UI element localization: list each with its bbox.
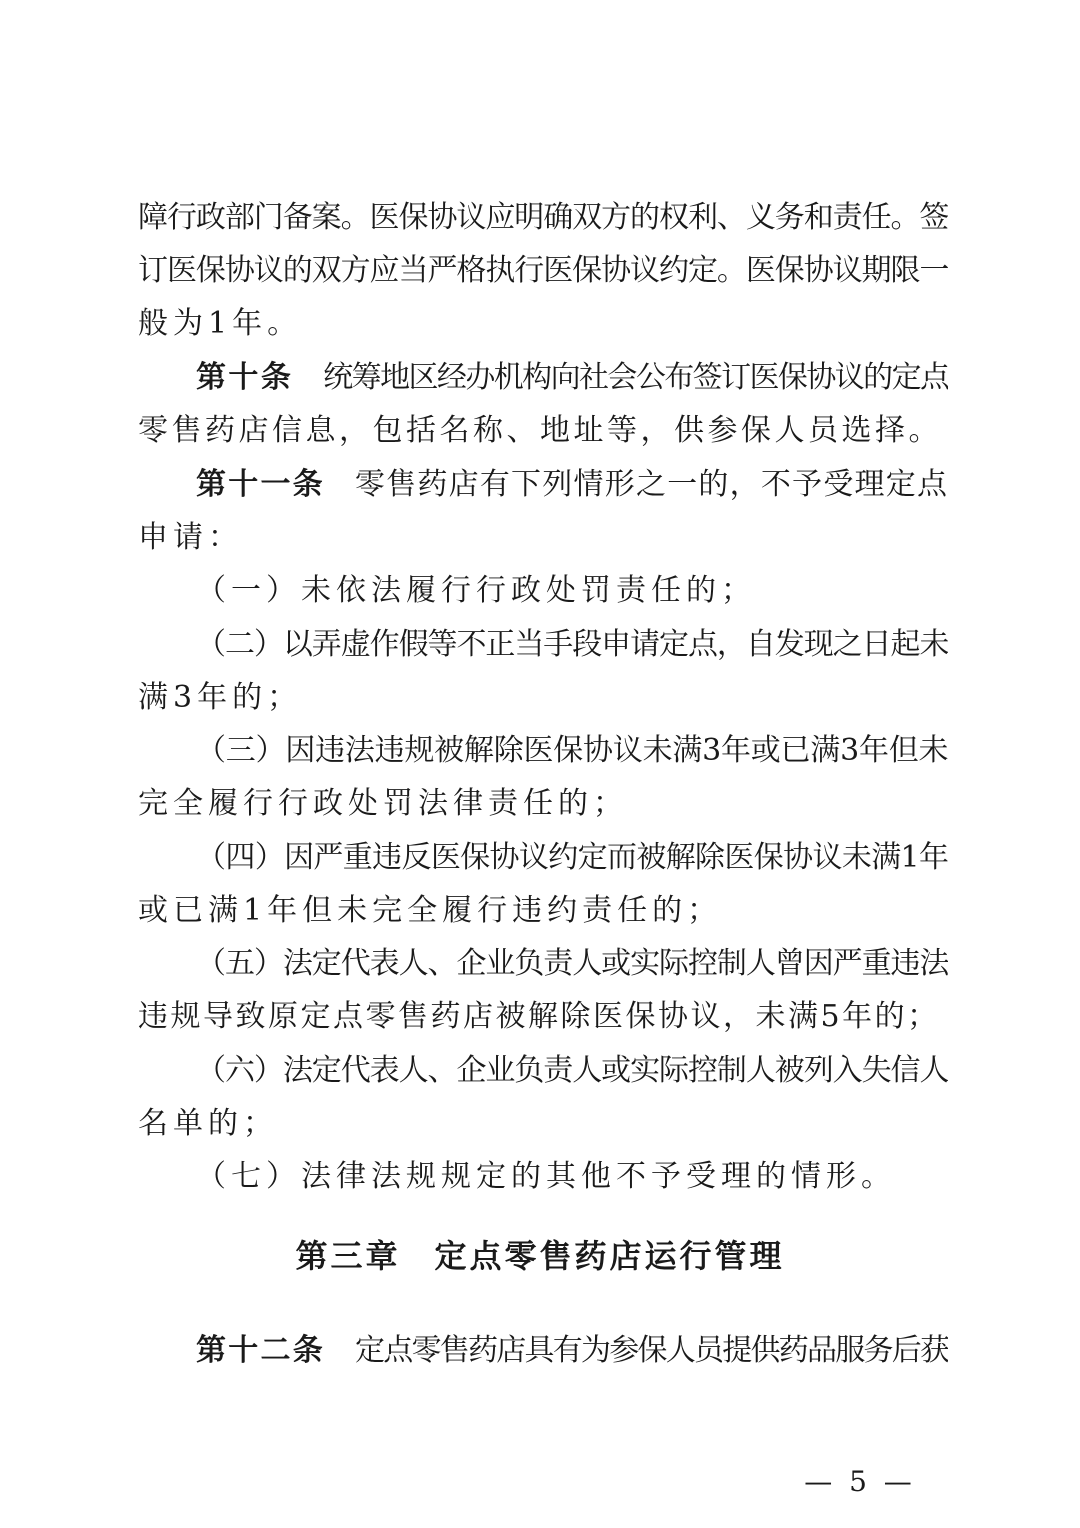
- list-item: （一）未依法履行行政处罚责任的；: [196, 573, 756, 608]
- chapter-number: 第三章: [295, 1237, 401, 1275]
- article-text: 零售药店有下列情形之一的，不予受理定点: [354, 467, 948, 502]
- article-text: 定点零售药店具有为参保人员提供药品服务后获: [355, 1333, 948, 1368]
- list-item: （五）法定代表人、企业负责人或实际控制人曾因严重违法: [196, 946, 948, 981]
- article-12: [196, 1331, 948, 1371]
- article-title: 第十一条: [196, 467, 325, 502]
- page-number: — 5 —: [804, 1465, 916, 1498]
- chapter-heading: [0, 1234, 1080, 1278]
- list-item: （六）法定代表人、企业负责人或实际控制人被列入失信人: [196, 1053, 948, 1088]
- list-item: （二）以弄虚作假等不正当手段申请定点，自发现之日起未: [196, 627, 948, 662]
- list-item: （七）法律法规规定的其他不予受理的情形。: [196, 1159, 896, 1194]
- list-item-continuation: 满3年的；: [138, 680, 303, 715]
- list-item-continuation: 名单的；: [138, 1106, 278, 1141]
- paragraph-line: 订医保协议的双方应当严格执行医保协议约定。医保协议期限一: [138, 253, 948, 288]
- article-text: 统筹地区经办机构向社会公布签订医保协议的定点: [323, 360, 948, 395]
- paragraph-line: 零售药店信息，包括名称、地址等，供参保人员选择。: [138, 413, 942, 448]
- paragraph-line: 申请：: [138, 520, 243, 555]
- paragraph-line: 障行政部门备案。医保协议应明确双方的权利、义务和责任。签: [138, 200, 948, 235]
- list-item: （三）因违法违规被解除医保协议未满3年或已满3年但未: [196, 733, 948, 768]
- chapter-title: 定点零售药店运行管理: [434, 1237, 785, 1275]
- list-item-continuation: 或已满1年但未完全履行违约责任的；: [138, 893, 723, 928]
- list-item: （四）因严重违反医保协议约定而被解除医保协议未满1年: [196, 840, 948, 875]
- article-11: [196, 465, 948, 505]
- article-10: [196, 358, 948, 398]
- paragraph-line: 般为1年。: [138, 306, 303, 341]
- article-title: 第十条: [196, 360, 294, 395]
- list-item-continuation: 违规导致原定点零售药店被解除医保协议，未满5年的；: [138, 999, 940, 1034]
- article-title: 第十二条: [196, 1333, 325, 1368]
- list-item-continuation: 完全履行行政处罚法律责任的；: [138, 786, 628, 821]
